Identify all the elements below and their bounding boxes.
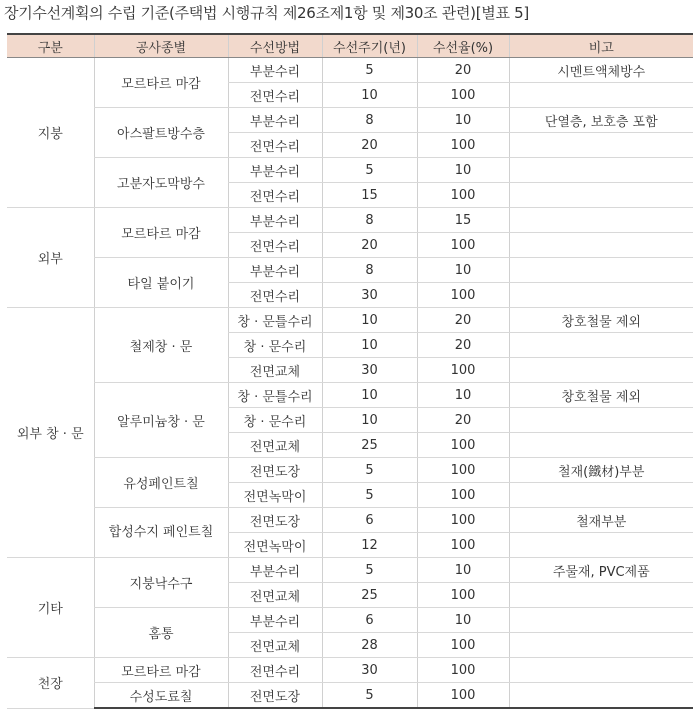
cycle-cell: 10 [322, 333, 417, 358]
rate-cell: 10 [417, 558, 509, 583]
category-cell: 외부 [7, 208, 94, 308]
rate-cell: 100 [417, 233, 509, 258]
header-note: 비고 [509, 34, 693, 58]
note-cell [509, 158, 693, 183]
method-cell: 전면녹막이 [228, 533, 322, 558]
note-cell [509, 583, 693, 608]
method-cell: 창 · 문수리 [228, 408, 322, 433]
header-method: 수선방법 [228, 34, 322, 58]
work-type-cell: 아스팔트방수층 [94, 108, 228, 158]
table-row [7, 258, 693, 283]
cycle-cell: 28 [322, 633, 417, 658]
cycle-cell: 10 [322, 408, 417, 433]
work-type-cell: 모르타르 마감 [94, 658, 228, 683]
table-row [7, 308, 693, 333]
rate-cell: 100 [417, 633, 509, 658]
method-cell: 창 · 문틀수리 [228, 383, 322, 408]
note-cell [509, 333, 693, 358]
rate-cell: 20 [417, 408, 509, 433]
method-cell: 전면녹막이 [228, 483, 322, 508]
cycle-cell: 5 [322, 483, 417, 508]
method-cell: 부분수리 [228, 558, 322, 583]
header-rate: 수선율(%) [417, 34, 509, 58]
cycle-cell: 15 [322, 183, 417, 208]
cycle-cell: 10 [322, 383, 417, 408]
method-cell: 전면교체 [228, 358, 322, 383]
method-cell: 전면교체 [228, 633, 322, 658]
work-type-cell: 알루미늄창 · 문 [94, 383, 228, 458]
rate-cell: 10 [417, 258, 509, 283]
note-cell [509, 208, 693, 233]
rate-cell: 100 [417, 683, 509, 709]
cycle-cell: 10 [322, 308, 417, 333]
method-cell: 창 · 문수리 [228, 333, 322, 358]
rate-cell: 10 [417, 108, 509, 133]
note-cell: 주물재, PVC제품 [509, 558, 693, 583]
rate-cell: 15 [417, 208, 509, 233]
note-cell: 철재부분 [509, 508, 693, 533]
table-row [7, 208, 693, 233]
note-cell [509, 233, 693, 258]
note-cell [509, 183, 693, 208]
table-row [7, 658, 693, 683]
method-cell: 전면도장 [228, 683, 322, 709]
cycle-cell: 10 [322, 83, 417, 108]
note-cell [509, 358, 693, 383]
method-cell: 부분수리 [228, 58, 322, 83]
header-row [7, 34, 693, 58]
work-type-cell: 홈통 [94, 608, 228, 658]
note-cell: 단열층, 보호층 포함 [509, 108, 693, 133]
cycle-cell: 8 [322, 208, 417, 233]
table-title: 장기수선계획의 수립 기준(주택법 시행규칙 제26조제1항 및 제30조 관련)[별표 5] [4, 4, 529, 22]
cycle-cell: 8 [322, 108, 417, 133]
work-type-cell: 고분자도막방수 [94, 158, 228, 208]
rate-cell: 10 [417, 608, 509, 633]
cycle-cell: 20 [322, 133, 417, 158]
method-cell: 창 · 문틀수리 [228, 308, 322, 333]
rate-cell: 10 [417, 158, 509, 183]
method-cell: 전면수리 [228, 658, 322, 683]
method-cell: 부분수리 [228, 108, 322, 133]
cycle-cell: 6 [322, 508, 417, 533]
note-cell [509, 433, 693, 458]
category-cell: 지붕 [7, 58, 94, 208]
note-cell [509, 483, 693, 508]
table-row [7, 383, 693, 408]
note-cell [509, 608, 693, 633]
cycle-cell: 25 [322, 583, 417, 608]
cycle-cell: 25 [322, 433, 417, 458]
rate-cell: 100 [417, 483, 509, 508]
method-cell: 전면교체 [228, 433, 322, 458]
table-row [7, 608, 693, 633]
table-row [7, 508, 693, 533]
method-cell: 전면수리 [228, 233, 322, 258]
cycle-cell: 8 [322, 258, 417, 283]
rate-cell: 100 [417, 183, 509, 208]
note-cell [509, 533, 693, 558]
cycle-cell: 5 [322, 558, 417, 583]
method-cell: 전면도장 [228, 508, 322, 533]
table-row [7, 683, 693, 709]
cycle-cell: 5 [322, 158, 417, 183]
note-cell: 철재(鐵材)부분 [509, 458, 693, 483]
note-cell [509, 83, 693, 108]
rate-cell: 100 [417, 658, 509, 683]
rate-cell: 100 [417, 583, 509, 608]
table-row [7, 458, 693, 483]
method-cell: 전면수리 [228, 133, 322, 158]
method-cell: 전면교체 [228, 583, 322, 608]
work-type-cell: 유성페인트칠 [94, 458, 228, 508]
header-cycle: 수선주기(년) [322, 34, 417, 58]
method-cell: 전면수리 [228, 183, 322, 208]
cycle-cell: 30 [322, 358, 417, 383]
work-type-cell: 합성수지 페인트칠 [94, 508, 228, 558]
rate-cell: 100 [417, 433, 509, 458]
work-type-cell: 철제창 · 문 [94, 308, 228, 383]
method-cell: 부분수리 [228, 258, 322, 283]
work-type-cell: 타일 붙이기 [94, 258, 228, 308]
cycle-cell: 20 [322, 233, 417, 258]
rate-cell: 100 [417, 358, 509, 383]
rate-cell: 100 [417, 283, 509, 308]
cycle-cell: 5 [322, 683, 417, 709]
note-cell: 시멘트액체방수 [509, 58, 693, 83]
category-cell: 외부 창 · 문 [7, 308, 94, 558]
table-row [7, 108, 693, 133]
cycle-cell: 5 [322, 58, 417, 83]
work-type-cell: 지붕낙수구 [94, 558, 228, 608]
work-type-cell: 모르타르 마감 [94, 208, 228, 258]
rate-cell: 20 [417, 308, 509, 333]
category-cell: 천장 [7, 658, 94, 709]
header-work-type: 공사종별 [94, 34, 228, 58]
cycle-cell: 30 [322, 283, 417, 308]
note-cell [509, 133, 693, 158]
note-cell [509, 283, 693, 308]
rate-cell: 20 [417, 58, 509, 83]
note-cell [509, 258, 693, 283]
cycle-cell: 12 [322, 533, 417, 558]
method-cell: 부분수리 [228, 608, 322, 633]
table-row [7, 158, 693, 183]
note-cell: 창호철물 제외 [509, 383, 693, 408]
method-cell: 부분수리 [228, 158, 322, 183]
rate-cell: 20 [417, 333, 509, 358]
cycle-cell: 5 [322, 458, 417, 483]
rate-cell: 100 [417, 133, 509, 158]
note-cell [509, 633, 693, 658]
note-cell [509, 683, 693, 709]
header-category: 구분 [7, 34, 94, 58]
note-cell [509, 658, 693, 683]
cycle-cell: 6 [322, 608, 417, 633]
rate-cell: 100 [417, 458, 509, 483]
cycle-cell: 30 [322, 658, 417, 683]
work-type-cell: 모르타르 마감 [94, 58, 228, 108]
rate-cell: 100 [417, 508, 509, 533]
work-type-cell: 수성도료칠 [94, 683, 228, 709]
table-row [7, 58, 693, 83]
repair-standards-table [7, 33, 693, 709]
category-cell: 기타 [7, 558, 94, 658]
method-cell: 전면도장 [228, 458, 322, 483]
rate-cell: 100 [417, 533, 509, 558]
method-cell: 부분수리 [228, 208, 322, 233]
rate-cell: 10 [417, 383, 509, 408]
table-row [7, 558, 693, 583]
note-cell [509, 408, 693, 433]
method-cell: 전면수리 [228, 83, 322, 108]
method-cell: 전면수리 [228, 283, 322, 308]
note-cell: 창호철물 제외 [509, 308, 693, 333]
rate-cell: 100 [417, 83, 509, 108]
